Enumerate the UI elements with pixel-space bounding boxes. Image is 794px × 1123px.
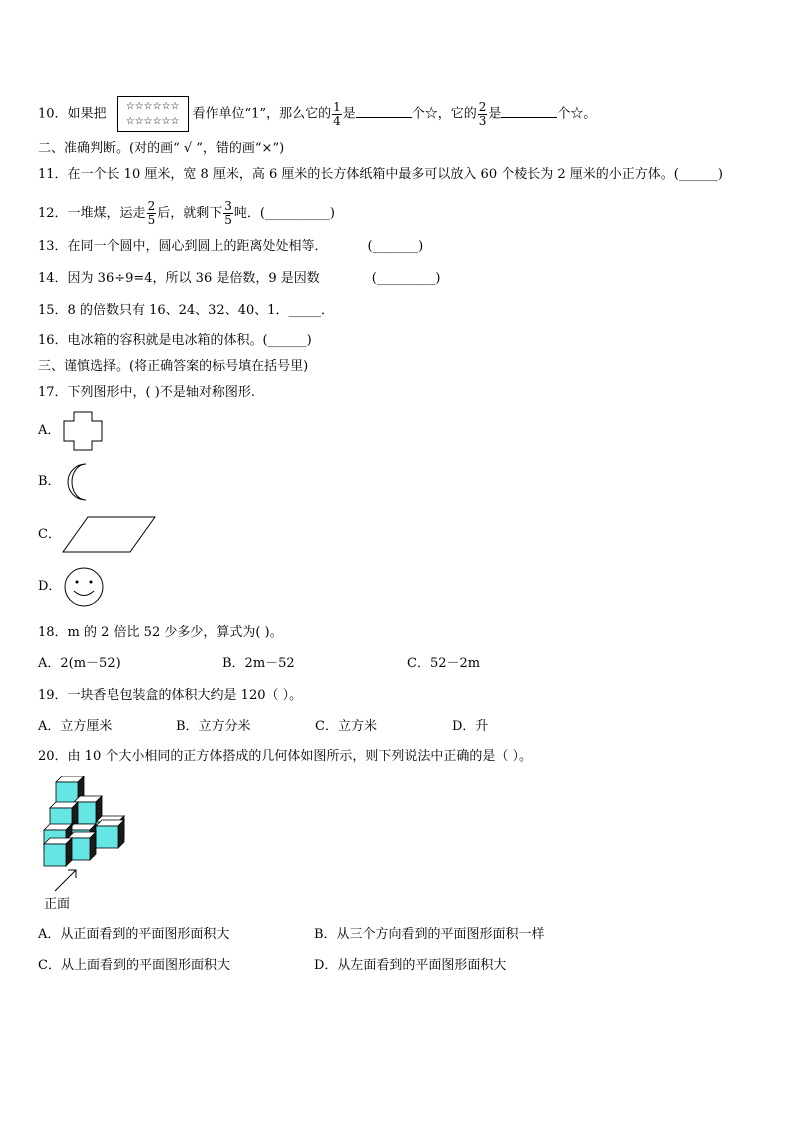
arrow-icon [52,866,82,894]
fraction-2-3: $\frac{2}{3}$ [478,99,487,128]
question-13: 13．在同一个圆中，圆心到圆上的距离处处相等． (_______) [38,239,424,254]
answer-blank[interactable] [501,105,557,118]
smiley-face-icon[interactable] [62,566,106,608]
star-row: ☆☆☆☆☆☆ [125,101,180,112]
answer-paren[interactable]: (_______) [367,239,424,254]
question-15: 15．8 的倍数只有 16、24、32、40、1．_____． [38,303,335,318]
star-box [117,96,189,132]
q19-option-d[interactable]: D．升 [452,719,489,734]
q20-option-c[interactable]: C．从上面看到的平面图形面积大 [38,958,230,973]
question-10: 10．如果把 ☆☆☆☆☆☆ ☆☆☆☆☆☆ 看作单位“1”，那么它的 $\frac{1}{4}$ 是 个☆，它的 $\frac{2}{3}$ 是 个☆。 [38,96,596,132]
question-16: 16．电冰箱的容积就是电冰箱的体积。(______) [38,333,312,348]
q19-option-b[interactable]: B．立方分米 [176,719,251,734]
question-17-stem: 17．下列图形中，( )不是轴对称图形. [38,385,255,400]
q20-option-d[interactable]: D．从左面看到的平面图形面积大 [314,958,507,973]
option-d-label[interactable]: D． [38,579,62,594]
q20-option-a[interactable]: A．从正面看到的平面图形面积大 [38,927,230,942]
fraction-2-5: $\frac{2}{5}$ [147,199,156,227]
question-14: 14．因为 36÷9=4，所以 36 是倍数，9 是因数 (_________) [38,271,441,286]
q18-option-a[interactable]: A．2(m－52) [38,656,121,671]
question-12: 12．一堆煤，运走 $\frac{2}{5}$ 后，就剩下 $\frac{3}{5}$ 吨．(__________) [38,199,336,227]
q20-option-b[interactable]: B．从三个方向看到的平面图形面积一样 [314,927,545,942]
question-18-stem: 18．m 的 2 倍比 52 少多少，算式为( )。 [38,625,283,640]
q18-option-c[interactable]: C．52－2m [407,656,481,671]
section-3-heading: 三、谨慎选择。(将正确答案的标号填在括号里) [38,359,309,374]
question-11: 11．在一个长 10 厘米，宽 8 厘米，高 6 厘米的长方体纸箱中最多可以放入 60 个棱长为 2 厘米的小正方体。(______) [38,167,723,182]
answer-blank[interactable] [356,105,412,118]
section-2-heading: 二、准确判断。(对的画“ √ ”，错的画“×”) [38,141,285,156]
q18-option-b[interactable]: B．2m－52 [222,656,295,671]
fraction-3-5: $\frac{3}{5}$ [224,199,232,227]
option-a-label[interactable]: A． [38,423,61,438]
option-b-label[interactable]: B． [38,474,61,489]
cross-icon[interactable] [62,411,104,451]
answer-paren[interactable]: (_________) [371,271,441,286]
parallelogram-icon[interactable] [62,516,158,554]
q19-option-c[interactable]: C．立方米 [315,719,377,734]
star-row: ☆☆☆☆☆☆ [125,116,180,127]
q19-option-a[interactable]: A．立方厘米 [38,719,113,734]
option-c-label[interactable]: C． [38,527,61,542]
fraction-1-4: $\frac{1}{4}$ [333,99,341,128]
front-label: 正面 [44,897,71,912]
crescent-moon-icon[interactable] [62,462,96,502]
question-19-stem: 19．一块香皂包装盒的体积大约是 120（ ）。 [38,688,303,703]
cube-stack-figure [40,776,130,868]
question-20-stem: 20．由 10 个大小相同的正方体搭成的几何体如图所示，则下列说法中正确的是（ ）。 [38,749,532,764]
